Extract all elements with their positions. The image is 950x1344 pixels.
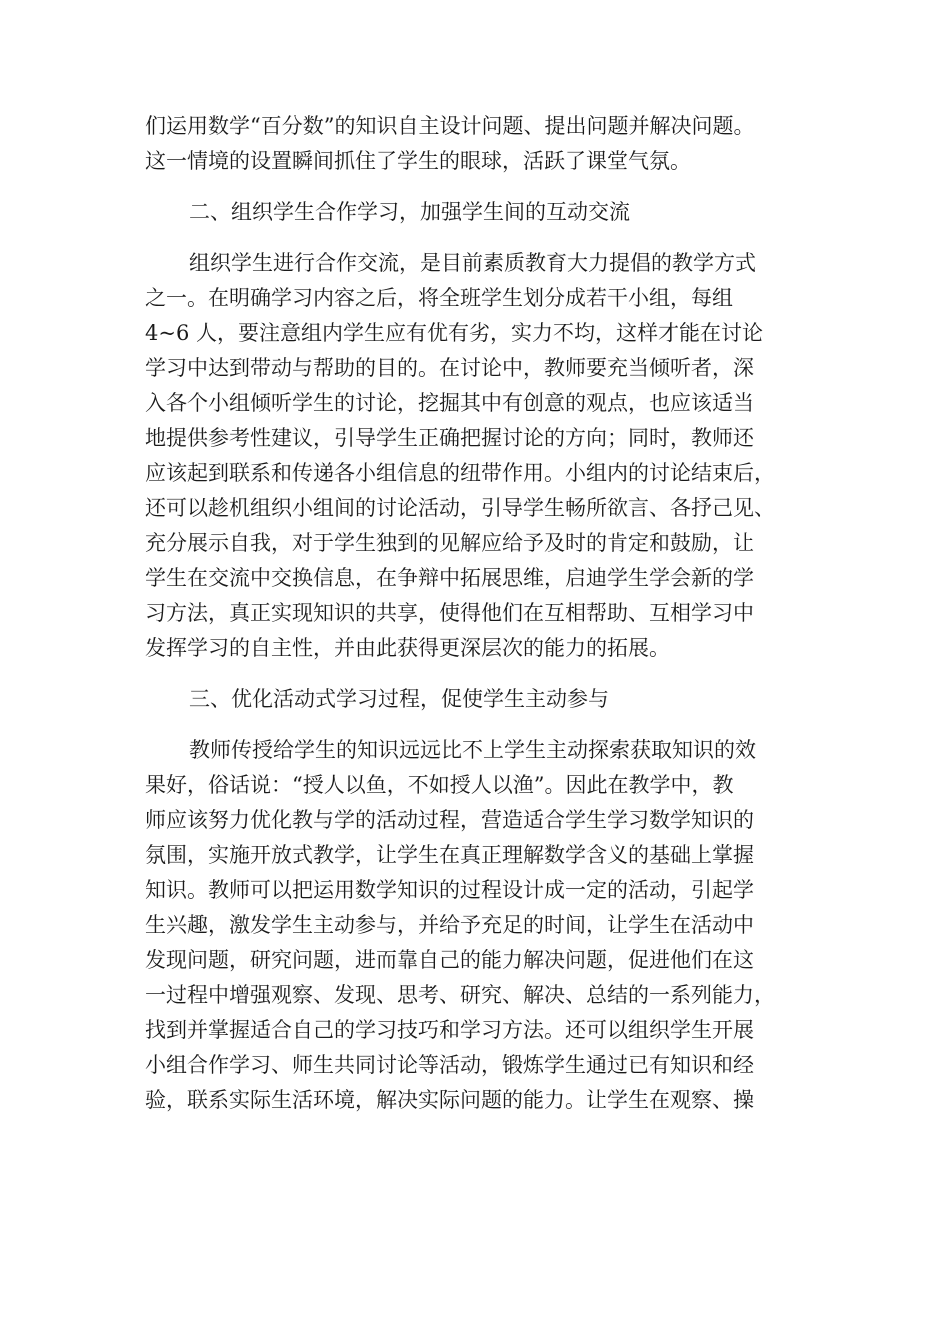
text-line: 小组合作学习、师生共同讨论等活动，锻炼学生通过已有知识和经 <box>145 1053 754 1077</box>
text-line: 还可以趁机组织小组间的讨论活动，引导学生畅所欲言、各抒己见、 <box>145 496 775 520</box>
paragraph-gap <box>145 666 810 682</box>
intro-paragraph <box>145 109 810 179</box>
text-line: 之一。在明确学习内容之后，将全班学生划分成若干小组，每组 <box>145 286 733 310</box>
text-line: 地提供参考性建议，引导学生正确把握讨论的方向；同时，教师还 <box>145 426 754 450</box>
text-line: 习方法，真正实现知识的共享，使得他们在互相帮助、互相学习中 <box>145 601 754 625</box>
paragraph-gap <box>145 230 810 246</box>
text-line: 果好，俗话说：“授人以鱼，不如授人以渔”。因此在教学中，教 <box>145 773 734 797</box>
text-line: 师应该努力优化教与学的活动过程，营造适合学生学习数学知识的 <box>145 808 754 832</box>
paragraph-gap <box>145 179 810 195</box>
text-line: 教师传授给学生的知识远远比不上学生主动探索获取知识的效 <box>189 738 756 762</box>
text-line: 们运用数学“百分数”的知识自主设计问题、提出问题并解决问题。 <box>145 114 755 138</box>
text-line: 一过程中增强观察、发现、思考、研究、解决、总结的一系列能力， <box>145 983 775 1007</box>
text-line: 这一情境的设置瞬间抓住了学生的眼球，活跃了课堂气氛。 <box>145 149 691 173</box>
text-line: 组织学生进行合作交流，是目前素质教育大力提倡的教学方式 <box>189 251 756 275</box>
section-heading-2 <box>145 195 810 230</box>
text-line: 学生在交流中交换信息，在争辩中拓展思维，启迪学生学会新的学 <box>145 566 754 590</box>
text-line: 找到并掌握适合自己的学习技巧和学习方法。还可以组织学生开展 <box>145 1018 754 1042</box>
heading-text: 二、组织学生合作学习，加强学生间的互动交流 <box>189 200 630 224</box>
text-line: 应该起到联系和传递各小组信息的纽带作用。小组内的讨论结束后， <box>145 461 775 485</box>
text-line: 发挥学习的自主性，并由此获得更深层次的能力的拓展。 <box>145 636 670 660</box>
text-line: 4~6 人，要注意组内学生应有优有劣，实力不均，这样才能在讨论 <box>145 321 763 345</box>
text-line: 学习中达到带动与帮助的目的。在讨论中，教师要充当倾听者，深 <box>145 356 754 380</box>
paragraph-2 <box>145 246 810 666</box>
text-line: 生兴趣，激发学生主动参与，并给予充足的时间，让学生在活动中 <box>145 913 754 937</box>
text-line: 氛围，实施开放式教学，让学生在真正理解数学含义的基础上掌握 <box>145 843 754 867</box>
text-line: 验，联系实际生活环境，解决实际问题的能力。让学生在观察、操 <box>145 1088 754 1112</box>
heading-text: 三、优化活动式学习过程，促使学生主动参与 <box>189 687 609 711</box>
document-body <box>145 109 810 1118</box>
text-line: 知识。教师可以把运用数学知识的过程设计成一定的活动，引起学 <box>145 878 754 902</box>
paragraph-gap <box>145 717 810 733</box>
text-line: 发现问题，研究问题，进而靠自己的能力解决问题，促进他们在这 <box>145 948 754 972</box>
section-heading-3 <box>145 682 810 717</box>
paragraph-3 <box>145 733 810 1118</box>
text-line: 入各个小组倾听学生的讨论，挖掘其中有创意的观点，也应该适当 <box>145 391 754 415</box>
text-line: 充分展示自我，对于学生独到的见解应给予及时的肯定和鼓励，让 <box>145 531 754 555</box>
